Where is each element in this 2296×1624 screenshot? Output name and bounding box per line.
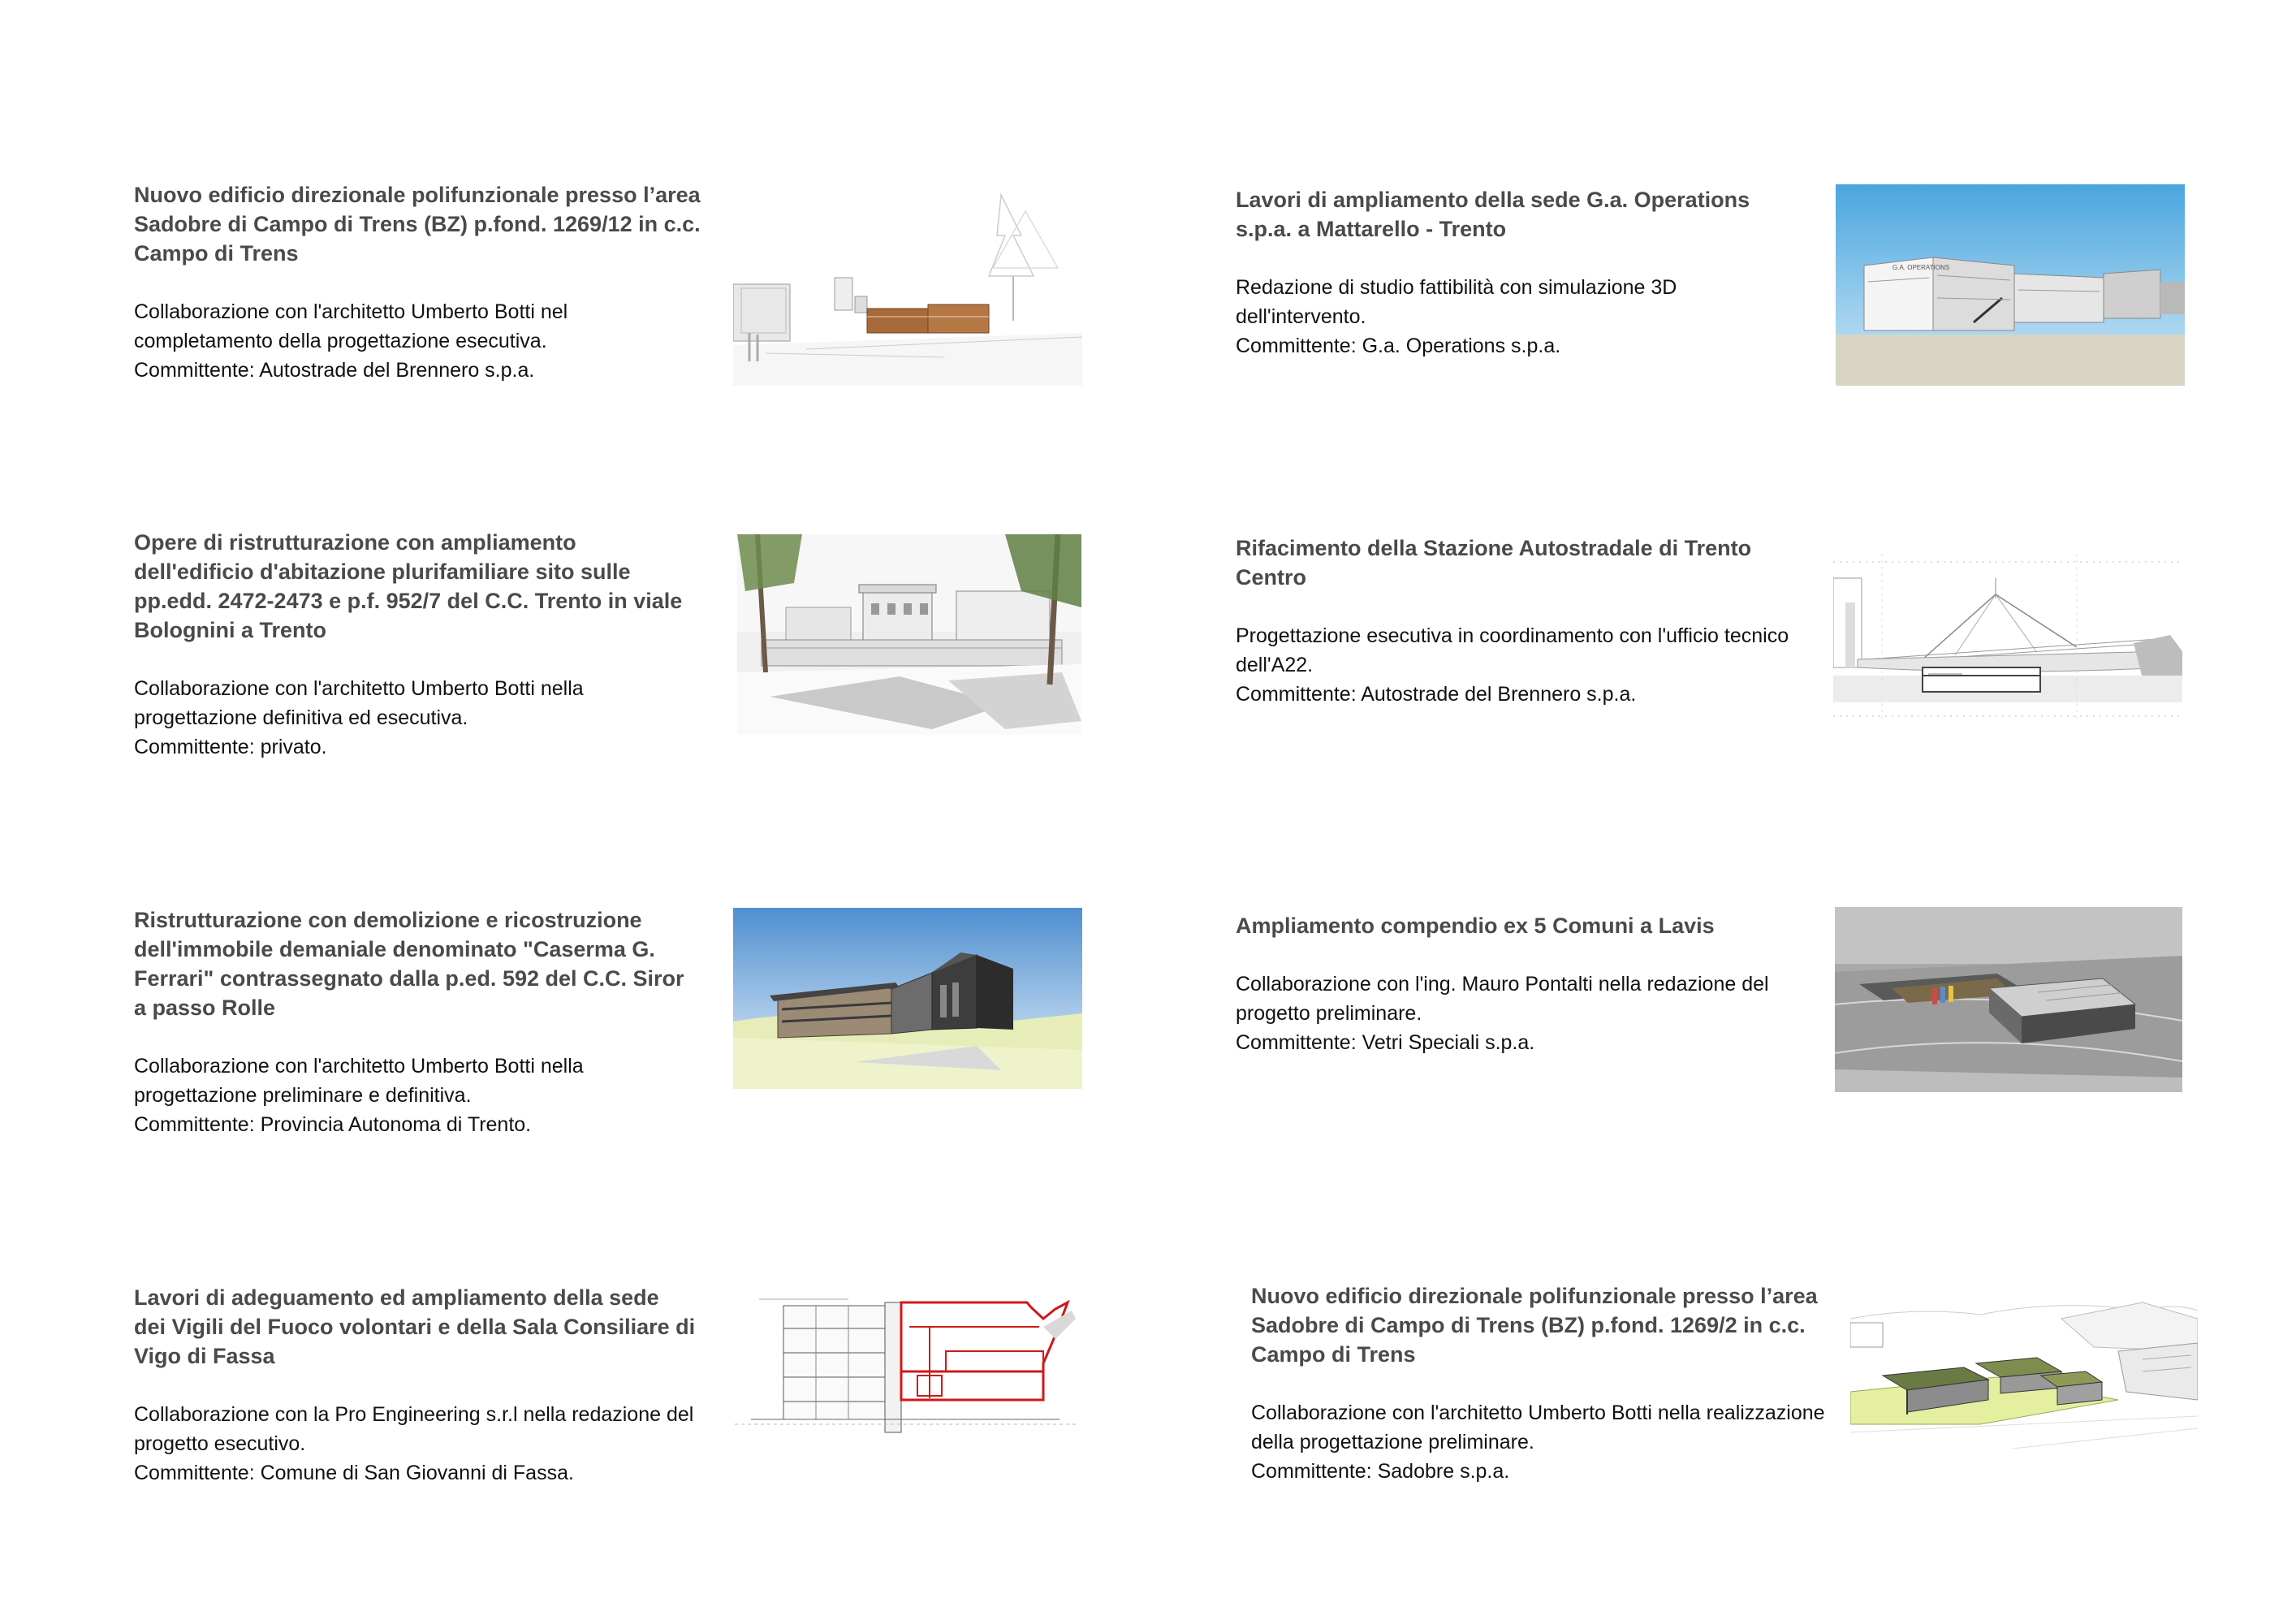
project-image	[733, 187, 1082, 386]
project-description: Collaborazione con l'ing. Mauro Pontalti nella redazione del progetto preliminare. Committente: Vetri Speciali s.p.a.	[1236, 973, 1769, 1054]
project-description: Collaborazione con l'architetto Umberto Botti nella realizzazione della progettazione preliminare. Committente: Sadobre s.p.a.	[1251, 1402, 1825, 1483]
project-description: Collaborazione con la Pro Engineering s.r.l nella redazione del progetto esecutivo. Committente: Comune di San Giovanni di Fassa.	[134, 1403, 694, 1484]
project-card	[134, 528, 719, 762]
svg-text:G.A. OPERATIONS: G.A. OPERATIONS	[1892, 264, 1950, 271]
project-card	[1236, 185, 1820, 361]
project-card	[134, 180, 719, 385]
project-description: Collaborazione con l'architetto Umberto Botti nella progettazione definitiva ed esecutiva. Committente: privato.	[134, 677, 584, 758]
project-title: Nuovo edificio direzionale polifunzionale presso l’area Sadobre di Campo di Trens (BZ) p.fond. 1269/12 in c.c. Campo di Trens	[134, 183, 701, 266]
project-title: Opere di ristrutturazione con ampliamento dell'edificio d'abitazione plurifamiliare sito sulle pp.edd. 2472-2473 e p.f. 952/7 del C.C. Trento in viale Bolognini a Trento	[134, 530, 683, 642]
project-image	[737, 534, 1081, 735]
project-card	[1236, 533, 1853, 709]
project-card	[134, 905, 719, 1139]
project-title: Rifacimento della Stazione Autostradale di Trento Centro	[1236, 536, 1752, 590]
project-description: Collaborazione con l'architetto Umberto Botti nel completamento della progettazione esecutiva. Committente: Autostrade del Brennero s.p.a.	[134, 300, 568, 382]
project-image	[1836, 184, 2185, 386]
project-image	[735, 1294, 1079, 1438]
project-title: Lavori di adeguamento ed ampliamento della sede dei Vigili del Fuoco volontari e della Sala Consiliare di Vigo di Fassa	[134, 1285, 696, 1368]
project-title: Lavori di ampliamento della sede G.a. Operations s.p.a. a Mattarello - Trento	[1236, 188, 1750, 241]
project-card	[134, 1283, 735, 1488]
project-image	[733, 908, 1082, 1089]
project-card	[1251, 1281, 1868, 1486]
project-card	[1236, 911, 1853, 1057]
project-description: Progettazione esecutiva in coordinamento con l'ufficio tecnico dell'A22. Committente: Autostrade del Brennero s.p.a.	[1236, 624, 1789, 706]
project-description: Collaborazione con l'architetto Umberto Botti nella progettazione preliminare e definitiva. Committente: Provincia Autonoma di Trento.	[134, 1055, 584, 1136]
project-image	[1835, 907, 2182, 1092]
project-title: Nuovo edificio direzionale polifunzionale presso l’area Sadobre di Campo di Trens (BZ) p.fond. 1269/2 in c.c. Campo di Trens	[1251, 1284, 1818, 1367]
project-description: Redazione di studio fattibilità con simulazione 3D dell'intervento. Committente: G.a. Operations s.p.a.	[1236, 276, 1677, 357]
project-title: Ampliamento compendio ex 5 Comuni a Lavis	[1236, 914, 1715, 938]
project-image	[1833, 554, 2182, 720]
project-image	[1850, 1286, 2198, 1466]
project-title: Ristrutturazione con demolizione e ricostruzione dell'immobile demaniale denominato "Caserma G. Ferrari" contrassegnato dalla p.ed. 592 del C.C. Siror a passo Rolle	[134, 908, 684, 1020]
